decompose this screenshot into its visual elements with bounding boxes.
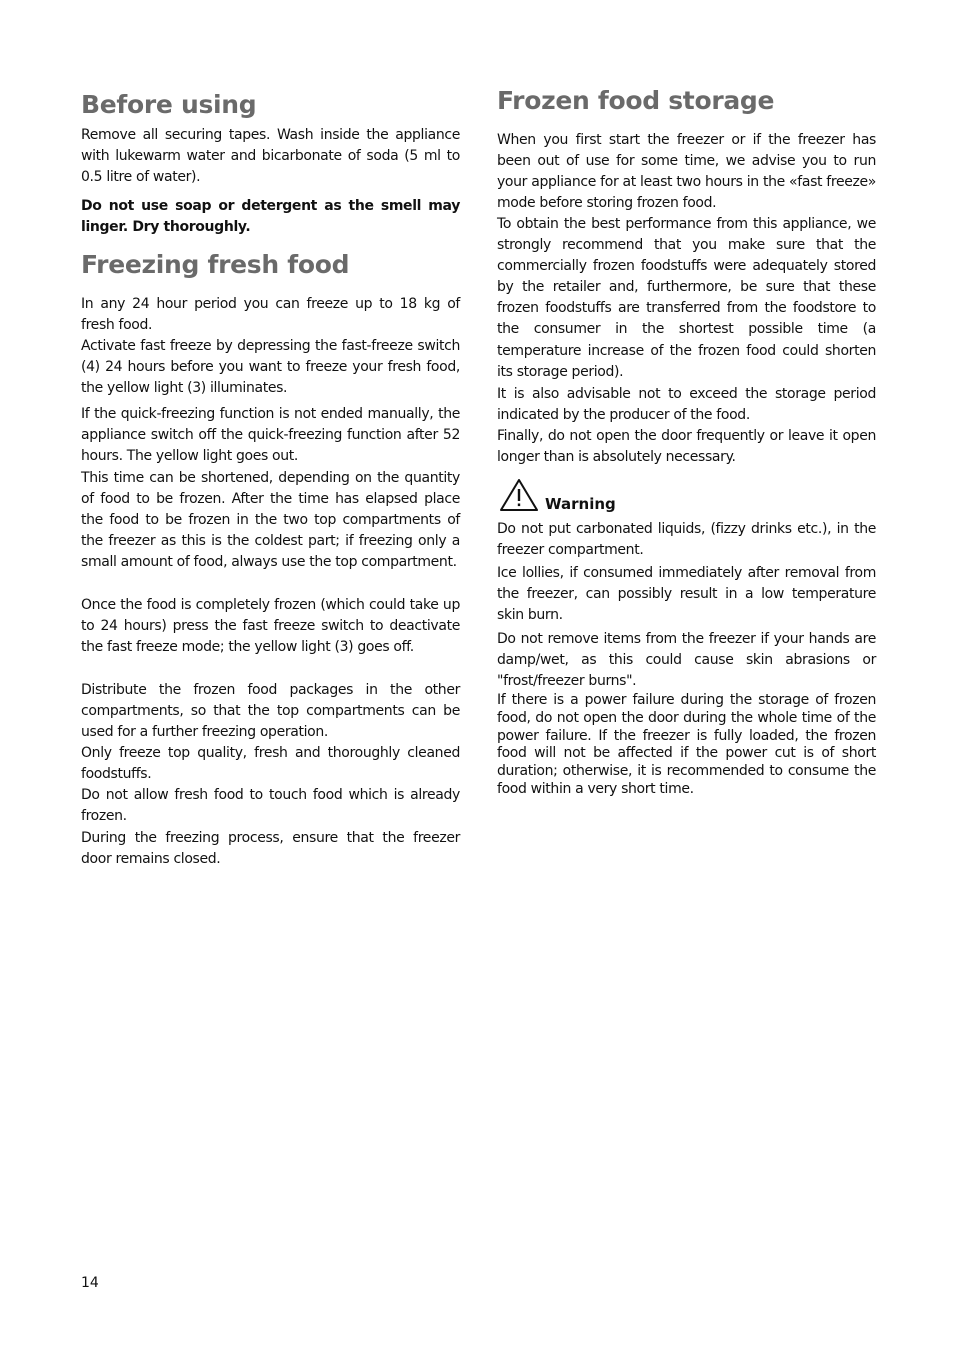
freezing-paragraph: During the freezing process, ensure that the freezer door remains closed. <box>81 830 460 868</box>
storage-paragraph: To obtain the best performance from this appliance, we strongly recommend that you make sure that the commercially frozen foodstuffs were adequately stored by the retailer and, furthermore, be sure that these frozen foodstuffs are transferred from the foodstore to the consumer in the shortest possible time (a temperature increase of the frozen food could shorten its storage period). <box>497 216 876 380</box>
warning-label: Warning <box>545 495 616 513</box>
freezing-paragraph: Once the food is completely frozen (which could take up to 24 hours) press the fast freeze switch to deactivate the fast freeze mode; the yellow light (3) goes off. <box>81 597 460 656</box>
freezing-paragraph: Do not allow fresh food to touch food which is already frozen. <box>81 787 460 825</box>
storage-paragraph: When you first start the freezer or if the freezer has been out of use for some time, we advise you to run your appliance for at least two hours in the «fast freeze» mode before storing frozen food. <box>497 132 876 212</box>
freezing-paragraph: Activate fast freeze by depressing the fast-freeze switch (4) 24 hours before you want to freeze your fresh food, the yellow light (3) illuminates. <box>81 338 460 397</box>
warning-paragraph: If there is a power failure during the storage of frozen food, do not open the door during the whole time of the power failure. If the freezer is fully loaded, the frozen food will not be affected if the power cut is of short duration; otherwise, it is recommended to consume the food within a very short time. <box>497 692 876 797</box>
warning-paragraph: Ice lollies, if consumed immediately after removal from the freezer, can possibly result in a low temperature skin burn. <box>497 565 876 624</box>
freezing-fresh-food-heading: Freezing fresh food <box>81 250 350 279</box>
warning-triangle-icon <box>499 478 539 512</box>
freezing-paragraph: Only freeze top quality, fresh and thoroughly cleaned foodstuffs. <box>81 745 460 783</box>
warning-header <box>497 476 876 514</box>
storage-paragraph: Finally, do not open the door frequently or leave it open longer than is absolutely necessary. <box>497 428 876 466</box>
before-using-text: Remove all securing tapes. Wash inside the appliance with lukewarm water and bicarbonate of soda (5 ml to 0.5 litre of water). <box>81 127 460 186</box>
warning-paragraph: Do not put carbonated liquids, (fizzy drinks etc.), in the freezer compartment. <box>497 521 876 559</box>
frozen-food-storage-heading: Frozen food storage <box>497 86 775 115</box>
freezing-paragraph: In any 24 hour period you can freeze up to 18 kg of fresh food. <box>81 296 460 334</box>
storage-paragraph: It is also advisable not to exceed the storage period indicated by the producer of the food. <box>497 386 876 424</box>
freezing-paragraph: Distribute the frozen food packages in the other compartments, so that the top compartments can be used for a further freezing operation. <box>81 682 460 741</box>
freezing-paragraph: This time can be shortened, depending on the quantity of food to be frozen. After the time has elapsed place the food to be frozen in the two top compartments of the freezer as this is the coldest part; if freezing only a small amount of food, always use the top compartment. <box>81 470 460 571</box>
before-using-warning: Do not use soap or detergent as the smell may linger. Dry thoroughly. <box>81 198 460 236</box>
warning-paragraph: Do not remove items from the freezer if your hands are damp/wet, as this could cause skin abrasions or "frost/freezer burns". <box>497 631 876 690</box>
freezing-paragraph: If the quick-freezing function is not ended manually, the appliance switch off the quick-freezing function after 52 hours. The yellow light goes out. <box>81 406 460 465</box>
before-using-heading: Before using <box>81 90 257 119</box>
page-number: 14 <box>81 1275 99 1291</box>
